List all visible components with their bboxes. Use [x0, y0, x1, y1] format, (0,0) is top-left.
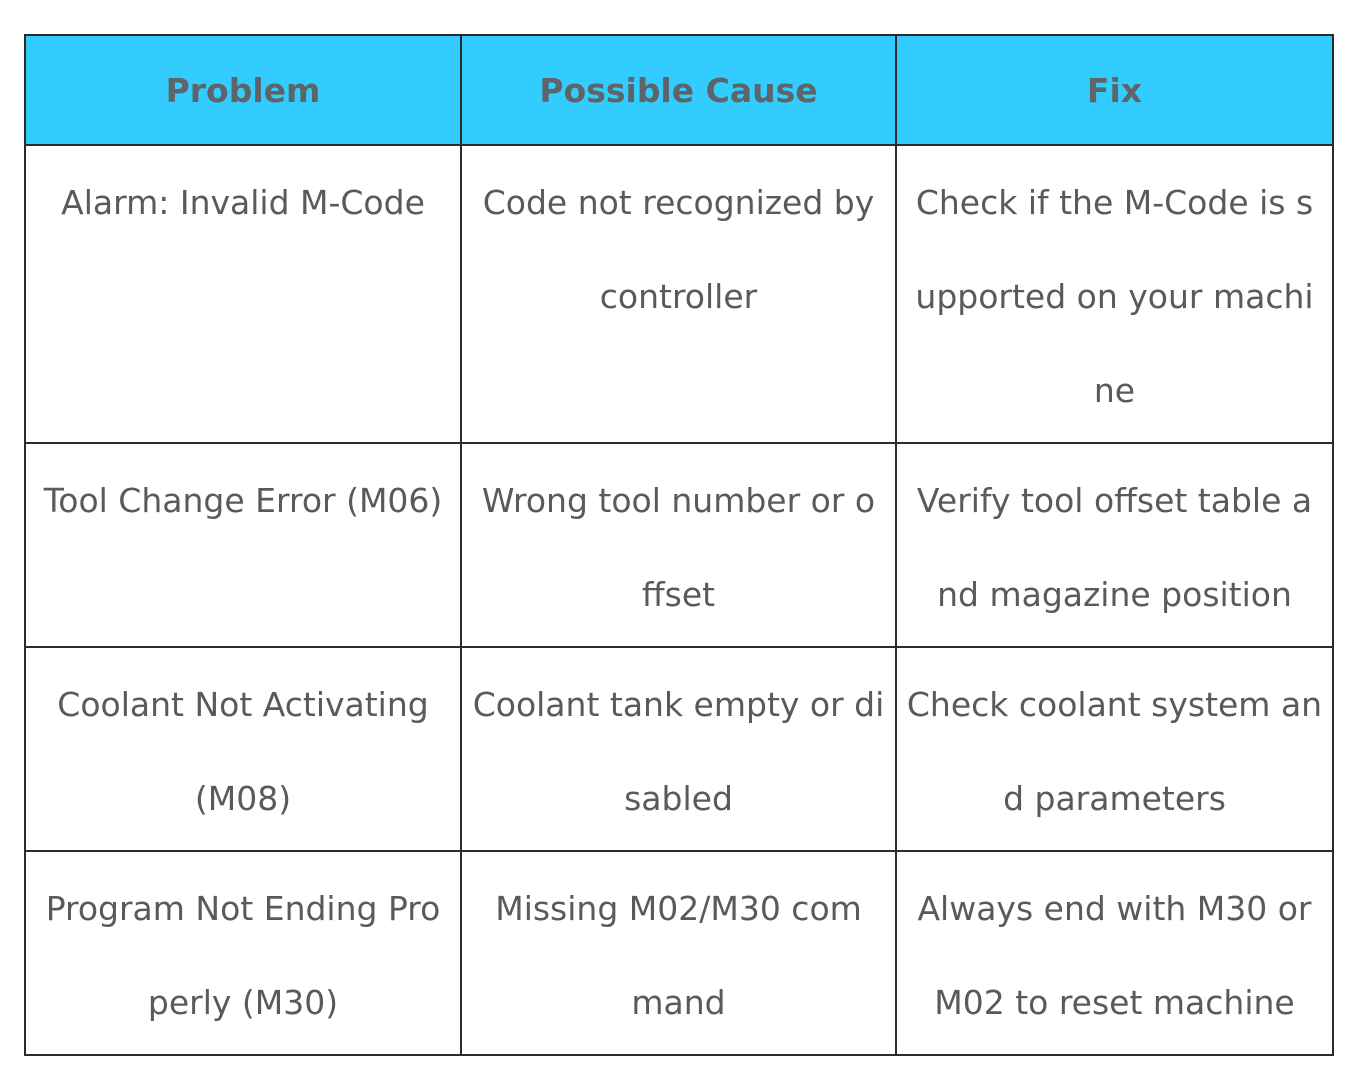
- cell-line: perly (M30): [147, 983, 339, 1022]
- cell-line: nd magazine position: [937, 575, 1292, 614]
- cell-line: Coolant Not Activating: [57, 685, 429, 724]
- header-problem: Problem: [25, 35, 461, 145]
- troubleshooting-table: [24, 34, 1334, 1056]
- table-header: [25, 35, 1333, 145]
- cell-fix: [896, 851, 1333, 1055]
- cell-line: d parameters: [1003, 779, 1226, 818]
- cell-line: Wrong tool number or o: [481, 481, 876, 520]
- cell-cause: [461, 647, 896, 851]
- cell-line: controller: [599, 277, 758, 316]
- cell-line: Verify tool offset table a: [916, 481, 1313, 520]
- cell-problem: [25, 443, 461, 647]
- cell-cause: [461, 443, 896, 647]
- header-row: [25, 35, 1333, 145]
- cell-fix: [896, 443, 1333, 647]
- table-row: [25, 145, 1333, 443]
- header-possible-cause: Possible Cause: [461, 35, 896, 145]
- cell-line: Code not recognized by: [482, 183, 875, 222]
- cell-problem: [25, 647, 461, 851]
- cell-line: Coolant tank empty or di: [472, 685, 885, 724]
- cell-line: upported on your machi: [915, 277, 1314, 316]
- cell-fix: [896, 145, 1333, 443]
- cell-line: (M08): [194, 779, 292, 818]
- cell-line: Alarm: Invalid M-Code: [61, 183, 425, 222]
- cell-line: Program Not Ending Pro: [45, 889, 441, 928]
- cell-line: ne: [1093, 371, 1136, 410]
- cell-problem: [25, 145, 461, 443]
- cell-line: ffset: [641, 575, 716, 614]
- cell-line: Check if the M-Code is s: [915, 183, 1314, 222]
- cell-line: M02 to reset machine: [934, 983, 1295, 1022]
- table-row: [25, 647, 1333, 851]
- cell-line: Check coolant system an: [906, 685, 1323, 724]
- cell-cause: [461, 145, 896, 443]
- cell-fix: [896, 647, 1333, 851]
- table-body: [25, 145, 1333, 1055]
- cell-cause: [461, 851, 896, 1055]
- cell-line: Tool Change Error (M06): [43, 481, 443, 520]
- troubleshooting-table-container: [24, 34, 1332, 1056]
- cell-line: Always end with M30 or: [917, 889, 1312, 928]
- table-row: [25, 443, 1333, 647]
- table-row: [25, 851, 1333, 1055]
- cell-problem: [25, 851, 461, 1055]
- cell-line: sabled: [624, 779, 733, 818]
- cell-line: mand: [631, 983, 726, 1022]
- header-fix: Fix: [896, 35, 1333, 145]
- cell-line: Missing M02/M30 com: [495, 889, 862, 928]
